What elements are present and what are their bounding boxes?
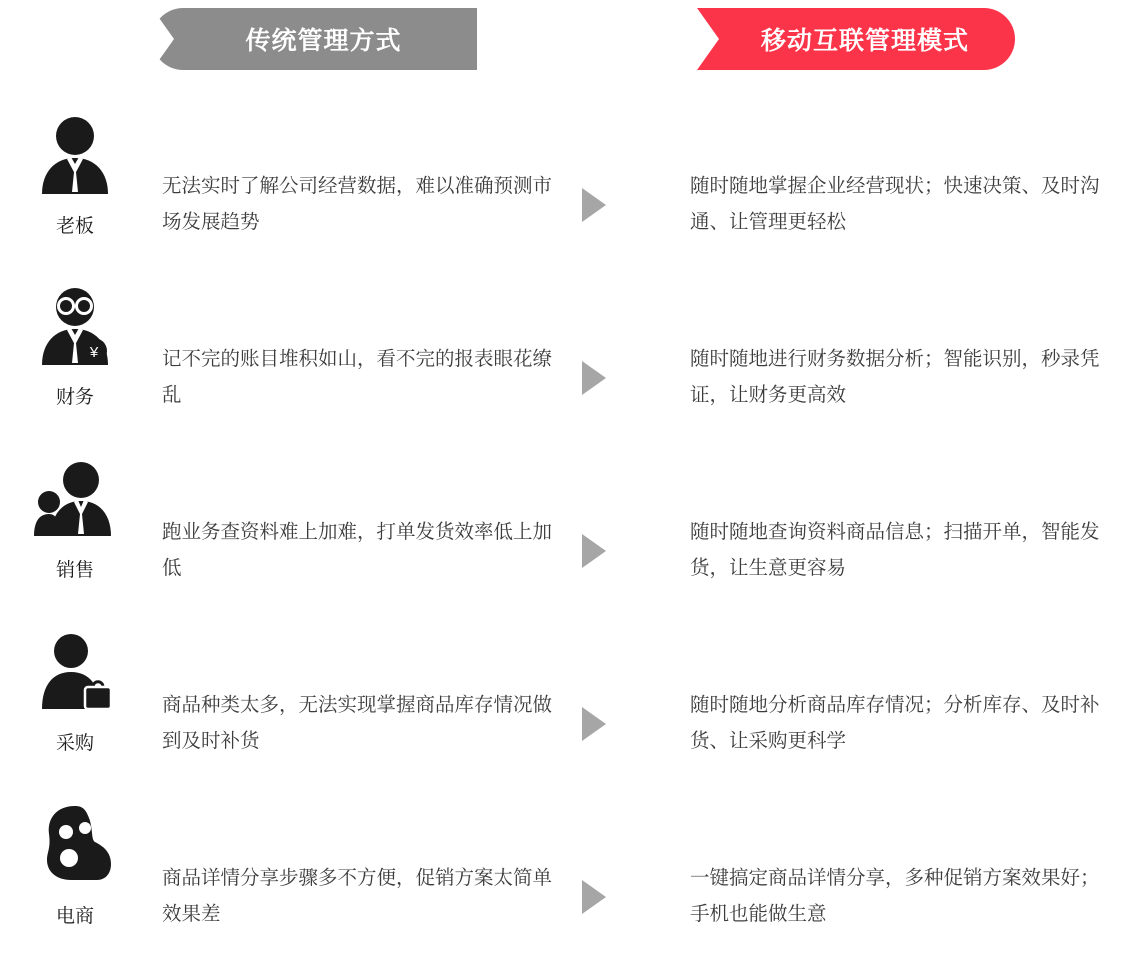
table-row	[0, 456, 1138, 629]
traditional-mode-banner	[152, 8, 477, 70]
mobile-benefit: 随时随地查询资料商品信息；扫描开单，智能发货，让生意更容易	[690, 521, 1100, 579]
role-label: 销售	[55, 560, 94, 581]
sales-avatar-icon	[33, 456, 117, 551]
role-label: 老板	[55, 216, 94, 237]
role-ecommerce	[0, 802, 150, 962]
finance-avatar-icon	[33, 283, 117, 378]
table-row	[0, 802, 1138, 975]
role-purchasing	[0, 629, 150, 789]
arrow-right-icon	[582, 880, 606, 914]
table-row	[0, 110, 1138, 283]
banner-notch-icon	[152, 8, 174, 70]
arrow-right-icon	[582, 361, 606, 395]
mobile-benefit: 随时随地掌握企业经营现状；快速决策、及时沟通、让管理更轻松	[690, 175, 1100, 233]
role-sales	[0, 456, 150, 616]
traditional-pain-point: 无法实时了解公司经营数据，难以准确预测市场发展趋势	[162, 175, 553, 233]
role-label: 电商	[55, 906, 94, 927]
boss-avatar-icon	[33, 112, 117, 207]
table-row	[0, 629, 1138, 802]
ecommerce-avatar-icon	[33, 802, 117, 897]
table-row	[0, 283, 1138, 456]
traditional-pain-point: 商品种类太多，无法实现掌握商品库存情况做到及时补货	[162, 694, 553, 752]
mobile-mode-banner	[697, 8, 1015, 70]
role-boss	[0, 112, 150, 272]
header-banners	[0, 0, 1138, 100]
traditional-pain-point: 记不完的账目堆积如山，看不完的报表眼花缭乱	[162, 348, 553, 406]
mobile-benefit: 随时随地分析商品库存情况；分析库存、及时补货、让采购更科学	[690, 694, 1100, 752]
mobile-benefit: 随时随地进行财务数据分析；智能识别，秒录凭证，让财务更高效	[690, 348, 1100, 406]
arrow-right-icon	[582, 188, 606, 222]
purchasing-avatar-icon	[33, 629, 117, 724]
traditional-pain-point: 商品详情分享步骤多不方便，促销方案太简单效果差	[162, 867, 553, 925]
arrow-right-icon	[582, 534, 606, 568]
traditional-pain-point: 跑业务查资料难上加难，打单发货效率低上加低	[162, 521, 553, 579]
arrow-right-icon	[582, 707, 606, 741]
traditional-mode-banner-label: 传统管理方式	[245, 27, 402, 55]
comparison-rows	[0, 110, 1138, 975]
svg-text:¥: ¥	[89, 344, 99, 361]
role-label: 采购	[55, 733, 94, 754]
mobile-benefit: 一键搞定商品详情分享，多种促销方案效果好；手机也能做生意	[690, 867, 1100, 925]
banner-notch-icon	[697, 8, 719, 70]
role-finance	[0, 283, 150, 443]
role-label: 财务	[55, 387, 94, 408]
mobile-mode-banner-label: 移动互联管理模式	[760, 27, 969, 55]
